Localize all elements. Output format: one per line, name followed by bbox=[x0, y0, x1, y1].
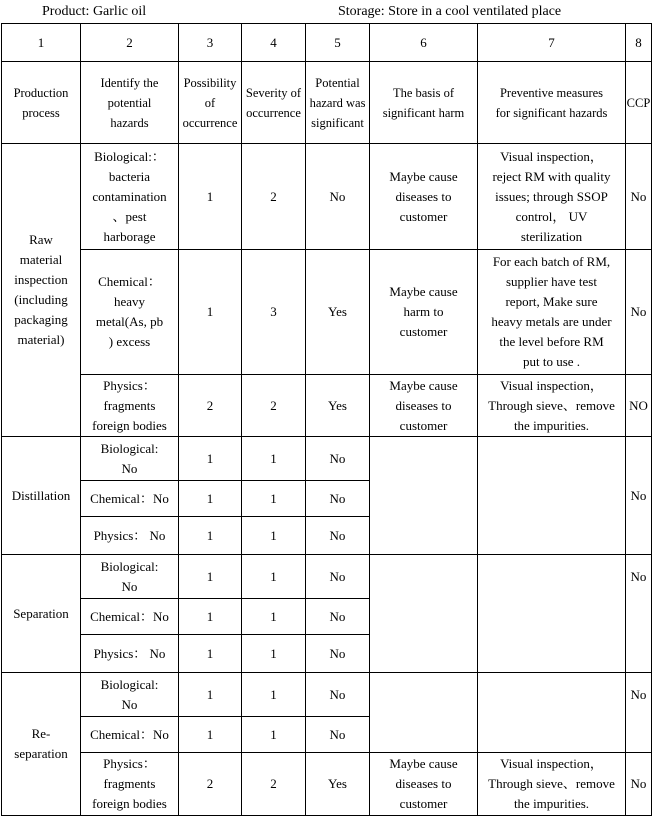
possibility-cell: 1 bbox=[179, 717, 242, 753]
severity-cell: 1 bbox=[242, 555, 306, 599]
basis-cell: Maybe cause diseases to customer bbox=[370, 375, 478, 437]
significant-cell: No bbox=[306, 555, 370, 599]
storage-label: Storage: Store in a cool ventilated place bbox=[338, 4, 562, 19]
basis-cell: Maybe cause diseases to customer bbox=[370, 144, 478, 250]
document-header bbox=[0, 0, 652, 22]
header-hazards: Identify the potential hazards bbox=[81, 62, 179, 144]
severity-cell: 3 bbox=[242, 250, 306, 375]
hazard-analysis-table bbox=[1, 23, 652, 816]
severity-cell: 2 bbox=[242, 144, 306, 250]
table-row bbox=[2, 250, 652, 375]
ccp-cell: No bbox=[626, 555, 652, 673]
column-number-row bbox=[2, 24, 652, 62]
measures-cell: Visual inspection， reject RM with quality issues; through SSOP control， UV sterilization bbox=[478, 144, 626, 250]
severity-cell: 1 bbox=[242, 635, 306, 673]
product-label: Product: Garlic oil bbox=[42, 4, 147, 19]
severity-cell: 1 bbox=[242, 673, 306, 717]
possibility-cell: 1 bbox=[179, 673, 242, 717]
measures-cell bbox=[478, 673, 626, 753]
measures-cell: Visual inspection， Through sieve、remove the impurities. bbox=[478, 753, 626, 816]
possibility-cell: 1 bbox=[179, 555, 242, 599]
basis-cell bbox=[370, 555, 478, 673]
significant-cell: No bbox=[306, 517, 370, 555]
significant-cell: Yes bbox=[306, 753, 370, 816]
significant-cell: No bbox=[306, 599, 370, 635]
hazard-cell: Physics： fragments foreign bodies bbox=[81, 753, 179, 816]
significant-cell: Yes bbox=[306, 250, 370, 375]
table-row bbox=[2, 753, 652, 816]
ccp-cell: No bbox=[626, 753, 652, 816]
header-ccp: CCP bbox=[626, 62, 652, 144]
header-measures: Preventive measures for significant hazards bbox=[478, 62, 626, 144]
col-number: 1 bbox=[2, 24, 81, 62]
severity-cell: 1 bbox=[242, 599, 306, 635]
col-number: 8 bbox=[626, 24, 652, 62]
basis-cell bbox=[370, 673, 478, 753]
ccp-cell: No bbox=[626, 673, 652, 753]
table-row bbox=[2, 144, 652, 250]
measures-cell: For each batch of RM, supplier have test report, Make sure heavy metals are under the level before RM put to use . bbox=[478, 250, 626, 375]
hazard-cell: Biological: No bbox=[81, 437, 179, 481]
hazard-cell: Chemical： heavy metal(As, pb ) excess bbox=[81, 250, 179, 375]
measures-cell: Visual inspection， Through sieve、remove the impurities. bbox=[478, 375, 626, 437]
significant-cell: No bbox=[306, 673, 370, 717]
severity-cell: 1 bbox=[242, 517, 306, 555]
significant-cell: No bbox=[306, 437, 370, 481]
table-row bbox=[2, 437, 652, 481]
column-header-row bbox=[2, 62, 652, 144]
ccp-cell: No bbox=[626, 437, 652, 555]
ccp-cell: NO bbox=[626, 375, 652, 437]
col-number: 4 bbox=[242, 24, 306, 62]
col-number: 3 bbox=[179, 24, 242, 62]
col-number: 6 bbox=[370, 24, 478, 62]
col-number: 7 bbox=[478, 24, 626, 62]
process-cell: Separation bbox=[2, 555, 81, 673]
severity-cell: 2 bbox=[242, 753, 306, 816]
significant-cell: No bbox=[306, 481, 370, 517]
col-number: 2 bbox=[81, 24, 179, 62]
possibility-cell: 1 bbox=[179, 250, 242, 375]
hazard-cell: Chemical：No bbox=[81, 717, 179, 753]
header-severity: Severity of occurrence bbox=[242, 62, 306, 144]
basis-cell bbox=[370, 437, 478, 555]
process-cell: Re- separation bbox=[2, 673, 81, 816]
header-significant: Potential hazard was significant bbox=[306, 62, 370, 144]
hazard-cell: Physics： fragments foreign bodies bbox=[81, 375, 179, 437]
possibility-cell: 1 bbox=[179, 635, 242, 673]
severity-cell: 1 bbox=[242, 437, 306, 481]
severity-cell: 1 bbox=[242, 481, 306, 517]
measures-cell bbox=[478, 555, 626, 673]
significant-cell: No bbox=[306, 144, 370, 250]
header-basis: The basis of significant harm bbox=[370, 62, 478, 144]
severity-cell: 2 bbox=[242, 375, 306, 437]
ccp-cell: No bbox=[626, 144, 652, 250]
possibility-cell: 1 bbox=[179, 481, 242, 517]
severity-cell: 1 bbox=[242, 717, 306, 753]
basis-cell: Maybe cause harm to customer bbox=[370, 250, 478, 375]
possibility-cell: 2 bbox=[179, 375, 242, 437]
possibility-cell: 1 bbox=[179, 437, 242, 481]
significant-cell: No bbox=[306, 635, 370, 673]
table-row bbox=[2, 375, 652, 437]
hazard-cell: Physics： No bbox=[81, 517, 179, 555]
process-cell: Raw material inspection (including packaging material) bbox=[2, 144, 81, 437]
hazard-cell: Biological:： bacteria contamination 、pest harborage bbox=[81, 144, 179, 250]
table-row bbox=[2, 555, 652, 599]
ccp-cell: No bbox=[626, 250, 652, 375]
hazard-cell: Physics： No bbox=[81, 635, 179, 673]
hazard-cell: Biological: No bbox=[81, 555, 179, 599]
header-process: Production process bbox=[2, 62, 81, 144]
hazard-cell: Biological: No bbox=[81, 673, 179, 717]
possibility-cell: 1 bbox=[179, 599, 242, 635]
hazard-cell: Chemical：No bbox=[81, 599, 179, 635]
significant-cell: Yes bbox=[306, 375, 370, 437]
header-possibility: Possibility of occurrence bbox=[179, 62, 242, 144]
hazard-cell: Chemical：No bbox=[81, 481, 179, 517]
basis-cell: Maybe cause diseases to customer bbox=[370, 753, 478, 816]
possibility-cell: 1 bbox=[179, 517, 242, 555]
measures-cell bbox=[478, 437, 626, 555]
col-number: 5 bbox=[306, 24, 370, 62]
possibility-cell: 2 bbox=[179, 753, 242, 816]
table-row bbox=[2, 673, 652, 717]
possibility-cell: 1 bbox=[179, 144, 242, 250]
process-cell: Distillation bbox=[2, 437, 81, 555]
significant-cell: No bbox=[306, 717, 370, 753]
